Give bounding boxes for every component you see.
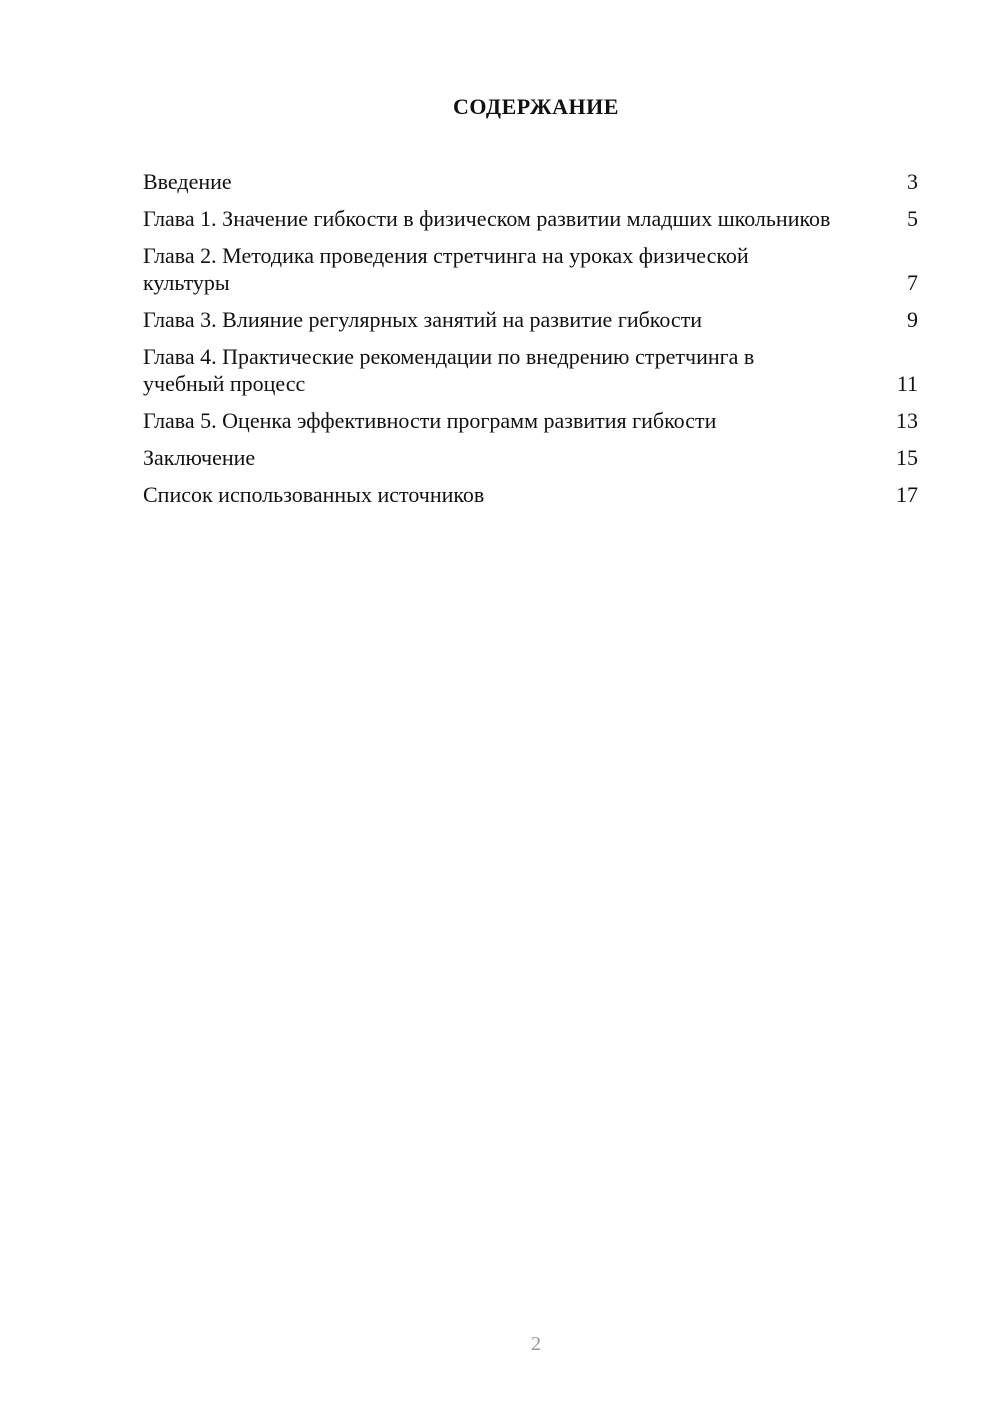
toc-entry-chapter-4: [143, 343, 918, 397]
toc-entry-page: 7: [907, 270, 918, 295]
toc-entry-conclusion: [143, 444, 918, 471]
toc-entry-text: Список использованных источников: [143, 482, 485, 507]
toc-entry-page: 5: [907, 206, 918, 231]
toc-entry-chapter-3: [143, 306, 918, 333]
toc-entry-chapter-2: [143, 242, 918, 296]
toc-entry-page: 13: [896, 408, 918, 433]
toc-entry-page: 9: [907, 307, 918, 332]
toc-entry-page: 15: [896, 445, 918, 470]
toc-entry-text: Введение: [143, 169, 232, 194]
toc-entry-text: Глава 3. Влияние регулярных занятий на развитие гибкости: [143, 307, 703, 332]
toc-entry-references: [143, 481, 918, 508]
toc-entry-chapter-5: [143, 407, 918, 434]
toc-entry-page: 17: [896, 482, 918, 507]
toc-entry-chapter-1: [143, 205, 918, 232]
page-number: 2: [531, 1333, 541, 1355]
toc-entry-page: 11: [896, 371, 918, 396]
toc-entry-text: Глава 2. Методика проведения стретчинга на уроках физической культуры: [143, 243, 749, 295]
toc-entry-text: Глава 1. Значение гибкости в физическом развитии младших школьников: [143, 206, 831, 231]
page-title: СОДЕРЖАНИЕ: [453, 94, 619, 119]
toc-entry-page: 3: [907, 169, 918, 194]
toc-entry-introduction: [143, 168, 918, 195]
toc-entry-text: Заключение: [143, 445, 256, 470]
table-of-contents: [143, 168, 918, 518]
toc-entry-text: Глава 4. Практические рекомендации по внедрению стретчинга в учебный процесс: [143, 344, 755, 396]
toc-entry-text: Глава 5. Оценка эффективности программ развития гибкости: [143, 408, 717, 433]
